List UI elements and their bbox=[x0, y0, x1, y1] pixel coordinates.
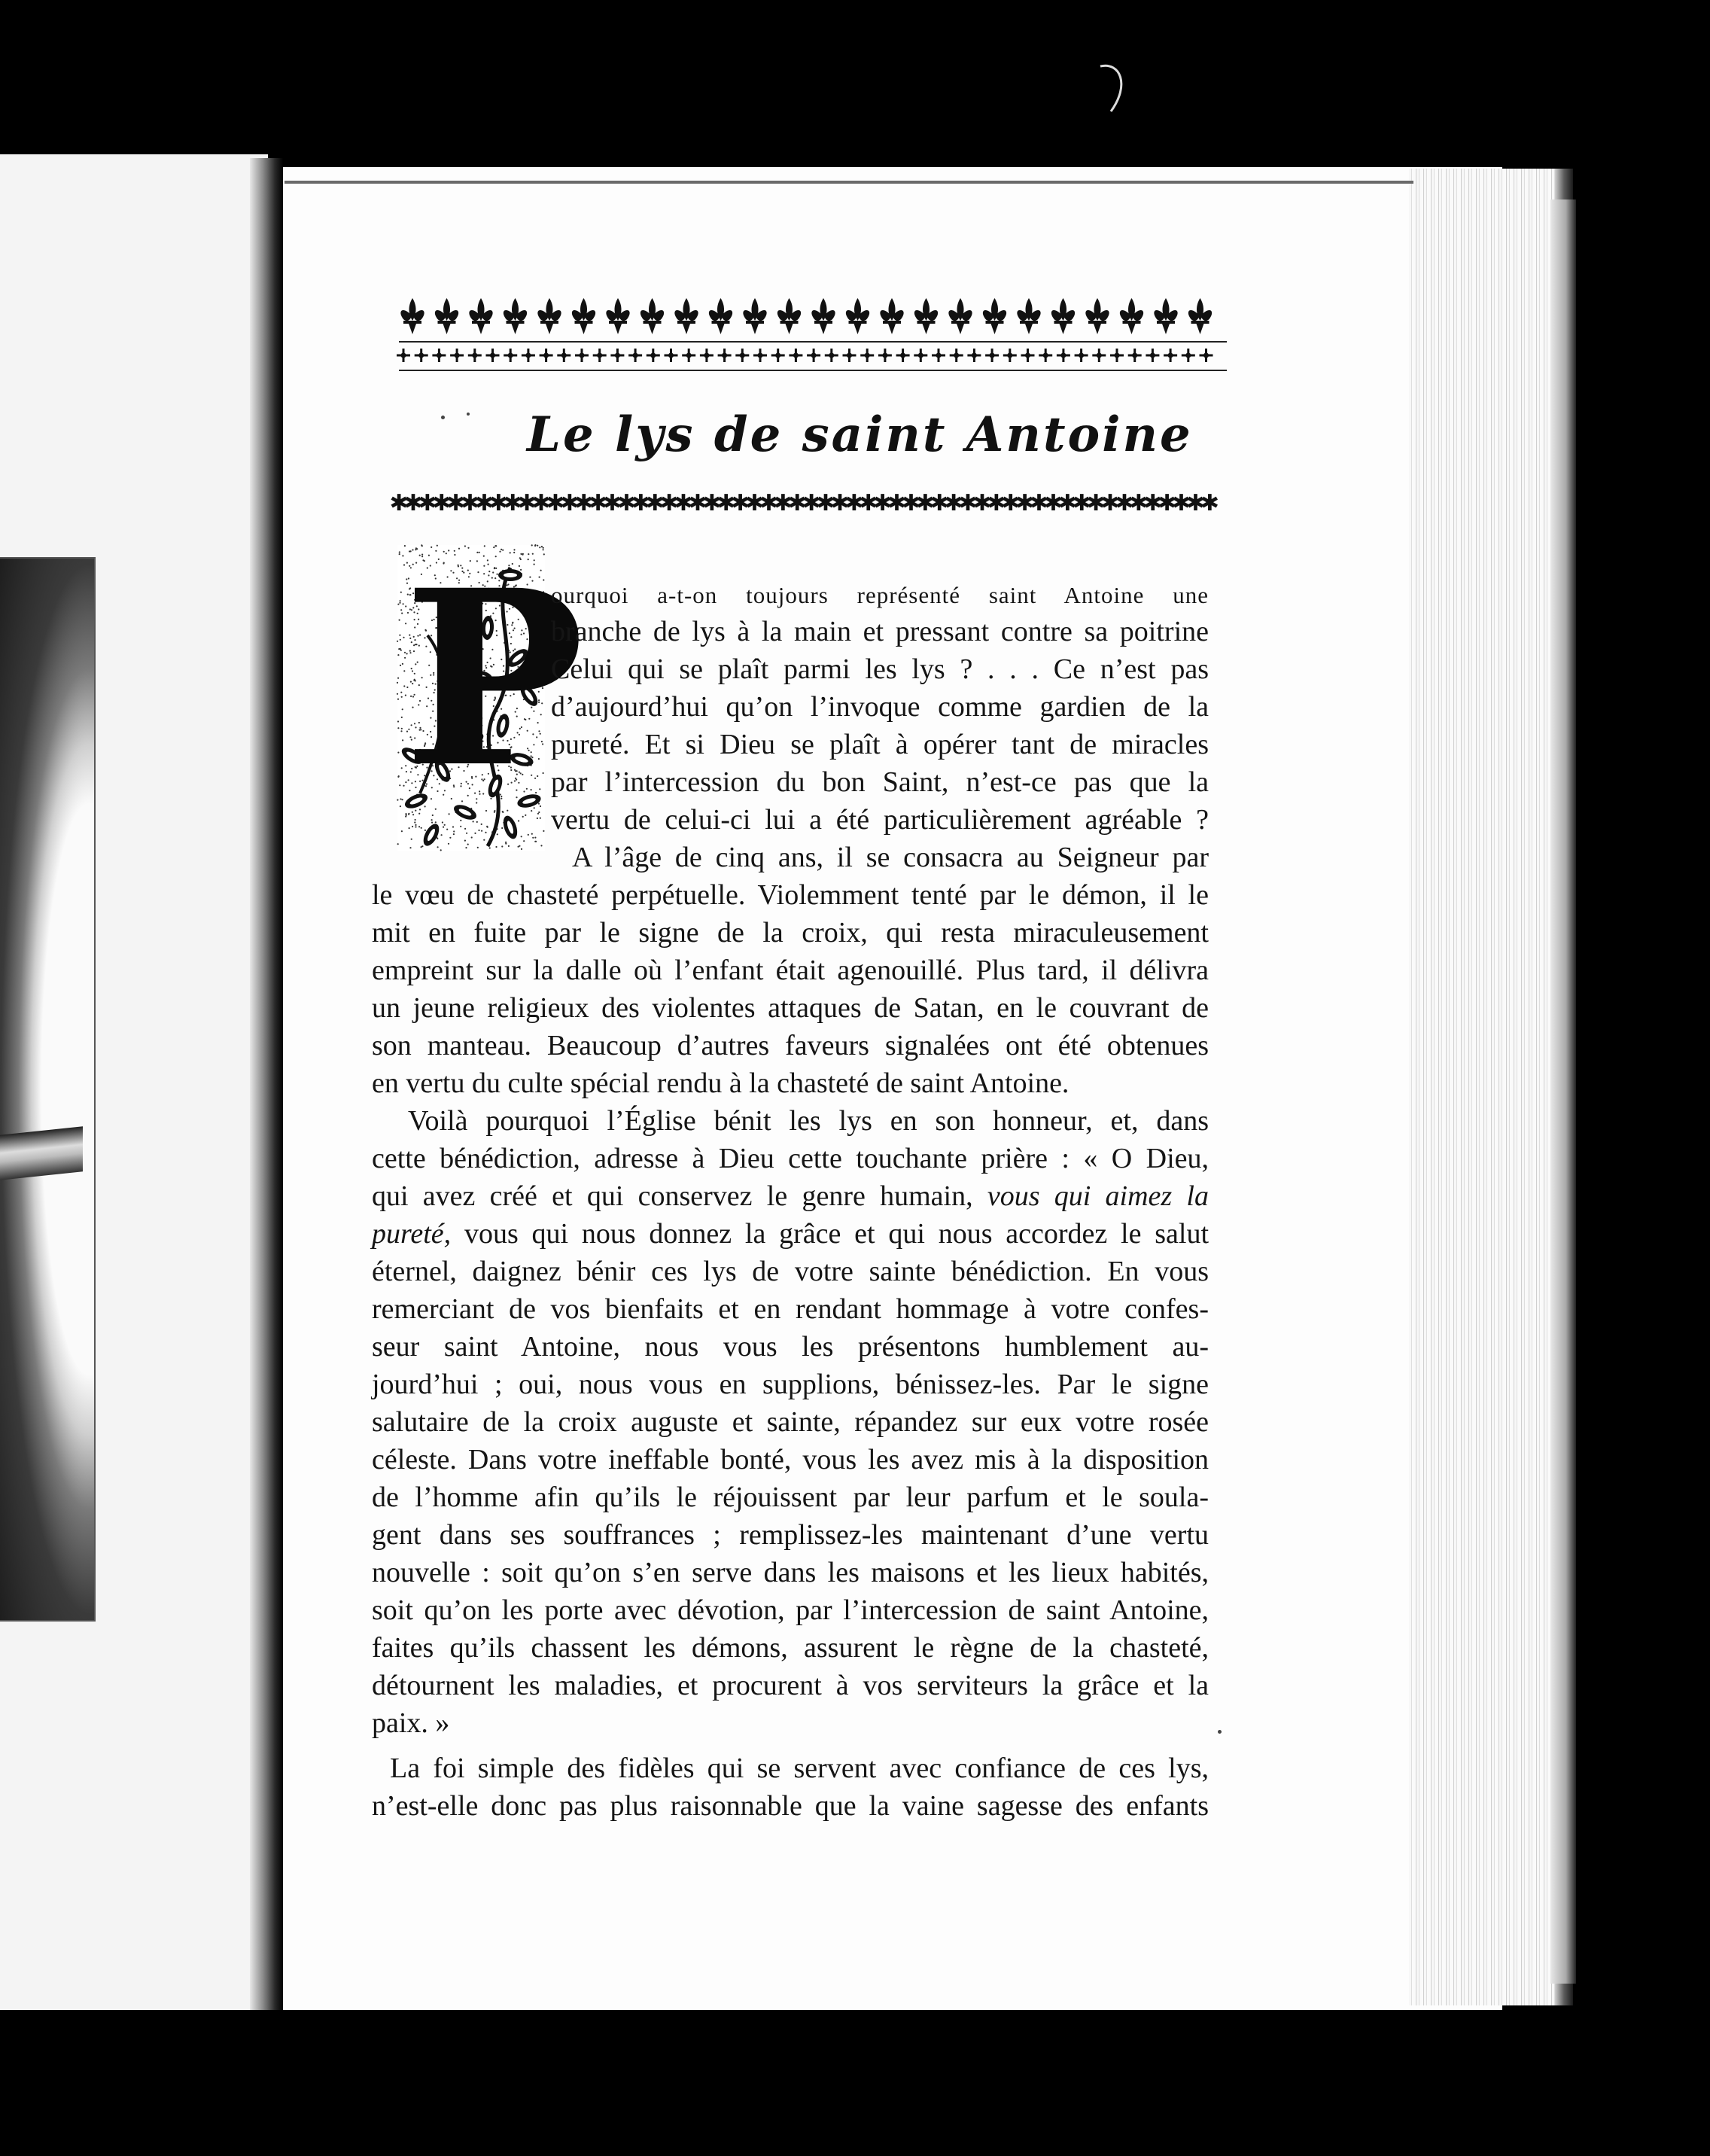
asterisk-ornament-rule bbox=[389, 486, 1228, 516]
text-segment: vous qui nous donnez la grâce et qui nous accordez le salut bbox=[464, 1218, 1209, 1250]
asterisk-icon: ✱ bbox=[659, 490, 679, 516]
cross-ornament-icon bbox=[753, 349, 767, 362]
text-line: le vœu de chasteté perpétuelle. Violemment tenté par le démon, il le bbox=[372, 879, 1209, 911]
asterisk-icon: ✱ bbox=[616, 490, 636, 516]
text-line: de l’homme afin qu’ils le réjouissent par leur parfum et le soula- bbox=[372, 1481, 1209, 1513]
fleur-de-lis-icon bbox=[640, 298, 664, 334]
text-line bbox=[372, 1177, 1209, 1215]
asterisk-icon: ✱ bbox=[773, 490, 793, 516]
asterisk-icon: ✱ bbox=[1100, 490, 1120, 516]
cross-ornament-icon bbox=[557, 349, 571, 362]
asterisk-icon: ✱ bbox=[560, 490, 580, 516]
cross-ornament-icon bbox=[1021, 349, 1035, 362]
fleur-de-lis-icon bbox=[537, 298, 561, 334]
text-line: en vertu du culte spécial rendu à la chasteté de saint Antoine. bbox=[372, 1067, 1070, 1099]
asterisk-icon: ✱ bbox=[987, 490, 1006, 516]
cross-ornament-icon bbox=[878, 349, 892, 362]
asterisk-icon: ✱ bbox=[460, 490, 480, 516]
asterisk-icon: ✱ bbox=[517, 490, 537, 516]
asterisk-icon: ✱ bbox=[531, 490, 551, 516]
cross-ornament-icon bbox=[1110, 349, 1124, 362]
asterisk-icon: ✱ bbox=[474, 490, 494, 516]
text-line: nouvelle : soit qu’on s’en serve dans les maisons et les lieux habités, bbox=[372, 1557, 1209, 1588]
fleur-de-lis-icon bbox=[914, 298, 938, 334]
text-line: seur saint Antoine, nous vous les présentons humblement au- bbox=[372, 1331, 1209, 1363]
page-edges bbox=[1409, 169, 1573, 2005]
cross-ornament-icon bbox=[700, 349, 714, 362]
asterisk-icon: ✱ bbox=[873, 490, 893, 516]
asterisk-icon: ✱ bbox=[688, 490, 707, 516]
asterisk-icon: ✱ bbox=[958, 490, 978, 516]
fleur-de-lis-icon bbox=[504, 298, 527, 334]
text-line: cette bénédiction, adresse à Dieu cette touchante prière : « O Dieu, bbox=[372, 1143, 1209, 1174]
asterisk-icon: ✱ bbox=[844, 490, 864, 516]
cross-ornament-icon bbox=[896, 349, 910, 362]
cross-ornament-icon bbox=[575, 349, 589, 362]
cross-ornament-icon bbox=[1164, 349, 1177, 362]
text-line: éternel, daignez bénir ces lys de votre sainte bénédiction. En vous bbox=[372, 1256, 1209, 1287]
cross-ornament-icon bbox=[450, 349, 464, 362]
fleur-de-lis-icon bbox=[846, 298, 869, 334]
text-line: branche de lys à la main et pressant contre sa poitrine bbox=[551, 616, 1209, 647]
cross-ornament-icon bbox=[914, 349, 927, 362]
asterisk-icon: ✱ bbox=[446, 490, 466, 516]
asterisk-icon: ✱ bbox=[432, 490, 452, 516]
asterisk-icon: ✱ bbox=[1200, 490, 1219, 516]
asterisk-icon: ✱ bbox=[574, 490, 594, 516]
cross-ornament-icon bbox=[1075, 349, 1088, 362]
text-line: La foi simple des fidèles qui se servent avec confiance de ces lys, bbox=[390, 1753, 1209, 1784]
text-line: son manteau. Beaucoup d’autres faveurs signalées ont été obtenues bbox=[372, 1030, 1209, 1061]
text-line bbox=[551, 575, 1209, 614]
print-speck bbox=[467, 413, 470, 416]
text-line: paix. » bbox=[372, 1707, 450, 1739]
text-line bbox=[372, 1215, 1209, 1253]
asterisk-icon: ✱ bbox=[589, 490, 608, 516]
left-page-photograph bbox=[0, 557, 96, 1622]
asterisk-icon: ✱ bbox=[901, 490, 920, 516]
text-line: Celui qui se plaît parmi les lys ? . . . Ce n’est pas bbox=[551, 653, 1209, 685]
fleur-de-lis-icon bbox=[777, 298, 801, 334]
asterisk-icon: ✱ bbox=[1001, 490, 1021, 516]
asterisk-icon: ✱ bbox=[1029, 490, 1049, 516]
cross-ornament-icon bbox=[397, 349, 410, 362]
cross-ornament-icon bbox=[860, 349, 874, 362]
text-line: empreint sur la dalle où l’enfant était agenouillé. Plus tard, il délivra bbox=[372, 955, 1209, 986]
cross-ornament-icon bbox=[593, 349, 607, 362]
asterisk-icon: ✱ bbox=[731, 490, 750, 516]
dropcap-letter: P bbox=[403, 538, 585, 821]
fleur-de-lis-icon bbox=[983, 298, 1006, 334]
asterisk-icon: ✱ bbox=[717, 490, 736, 516]
cross-ornament-icon bbox=[540, 349, 553, 362]
asterisk-icon: ✱ bbox=[972, 490, 992, 516]
asterisk-icon: ✱ bbox=[488, 490, 508, 516]
cross-ornament-icon bbox=[665, 349, 678, 362]
print-speck bbox=[441, 416, 445, 419]
book-gutter bbox=[250, 158, 283, 2010]
book-cover-edge bbox=[1550, 199, 1576, 1984]
asterisk-icon: ✱ bbox=[787, 490, 807, 516]
text-line: un jeune religieux des violentes attaques de Satan, en le couvrant de bbox=[372, 992, 1209, 1024]
cross-ornament-icon bbox=[967, 349, 981, 362]
text-line: salutaire de la croix auguste et sainte, répandez sur eux votre rosée bbox=[372, 1406, 1209, 1438]
cross-ornament-icon bbox=[486, 349, 500, 362]
cross-ornament-icon bbox=[1200, 349, 1213, 362]
text-line: détournent les maladies, et procurent à vos serviteurs la grâce et la bbox=[372, 1670, 1209, 1701]
italic-quote: pureté, bbox=[372, 1218, 452, 1250]
fleur-de-lis-icon bbox=[572, 298, 595, 334]
cross-ornament-icon bbox=[1003, 349, 1017, 362]
fleur-de-lis-icon bbox=[709, 298, 732, 334]
asterisk-icon: ✱ bbox=[1015, 490, 1035, 516]
asterisk-icon: ✱ bbox=[802, 490, 821, 516]
opening-words: ourquoi a-t-on toujours représenté saint Antoine une bbox=[551, 582, 1209, 608]
text-line: gent dans ses souffrances ; remplissez-les maintenant d’une vertu bbox=[372, 1519, 1209, 1551]
cross-ornament-icon bbox=[682, 349, 695, 362]
text-line: pureté. Et si Dieu se plaît à opérer tant de miracles bbox=[551, 729, 1209, 760]
cross-ornament-icon bbox=[432, 349, 446, 362]
asterisk-icon: ✱ bbox=[744, 490, 765, 516]
italic-quote: vous qui aimez la bbox=[987, 1180, 1209, 1212]
asterisk-icon: ✱ bbox=[887, 490, 907, 516]
text-line: faites qu’ils chassent les démons, assurent le règne de la chasteté, bbox=[372, 1632, 1209, 1664]
asterisk-icon: ✱ bbox=[1185, 490, 1205, 516]
fleur-de-lis-icon bbox=[880, 298, 903, 334]
cross-ornament-icon bbox=[843, 349, 857, 362]
text-line: remerciant de vos bienfaits et en rendant hommage à votre confes- bbox=[372, 1293, 1209, 1325]
text-line: jourd’hui ; oui, nous vous en supplions, bénissez-les. Par le signe bbox=[372, 1369, 1209, 1400]
fleur-de-lis-icon bbox=[435, 298, 458, 334]
cross-ornament-icon bbox=[807, 349, 820, 362]
cross-ornament-icon bbox=[950, 349, 963, 362]
cross-ornament-icon bbox=[1182, 349, 1195, 362]
asterisk-icon: ✱ bbox=[403, 490, 423, 516]
cross-ornament-icon bbox=[771, 349, 785, 362]
asterisk-icon: ✱ bbox=[1115, 490, 1134, 516]
page-top-rule bbox=[284, 181, 1413, 184]
asterisk-icon: ✱ bbox=[674, 490, 693, 516]
asterisk-icon: ✱ bbox=[418, 490, 437, 516]
asterisk-icon: ✱ bbox=[546, 490, 565, 516]
fleur-de-lis-icon bbox=[948, 298, 972, 334]
asterisk-icon: ✱ bbox=[702, 490, 722, 516]
fleur-de-lis-ornament-band bbox=[399, 292, 1227, 375]
text-line: d’aujourd’hui qu’on l’invoque comme gardien de la bbox=[551, 691, 1209, 723]
fleur-de-lis-icon bbox=[1085, 298, 1109, 334]
fleur-de-lis-icon bbox=[811, 298, 835, 334]
fleur-de-lis-icon bbox=[1017, 298, 1040, 334]
asterisk-icon: ✱ bbox=[816, 490, 835, 516]
stray-mark bbox=[1097, 62, 1133, 116]
cross-ornament-icon bbox=[628, 349, 642, 362]
asterisk-icon: ✱ bbox=[1057, 490, 1077, 516]
text-line: n’est-elle donc pas plus raisonnable que la vaine sagesse des enfants bbox=[372, 1790, 1209, 1822]
cross-ornament-icon bbox=[825, 349, 838, 362]
asterisk-icon: ✱ bbox=[1171, 490, 1191, 516]
cross-ornament-icon bbox=[985, 349, 999, 362]
cross-ornament-icon bbox=[1039, 349, 1052, 362]
asterisk-icon: ✱ bbox=[915, 490, 935, 516]
text-segment: qui avez créé et qui conservez le genre humain, bbox=[372, 1180, 973, 1212]
text-line: céleste. Dans votre ineffable bonté, vous les avez mis à la disposition bbox=[372, 1444, 1209, 1475]
asterisk-icon: ✱ bbox=[503, 490, 522, 516]
fleur-de-lis-icon bbox=[1188, 298, 1212, 334]
text-line: vertu de celui-ci lui a été particulièrement agréable ? bbox=[551, 804, 1209, 836]
cross-ornament-icon bbox=[647, 349, 660, 362]
asterisk-icon: ✱ bbox=[1143, 490, 1163, 516]
text-line: mit en fuite par le signe de la croix, qui resta miraculeusement bbox=[372, 917, 1209, 949]
asterisk-icon: ✱ bbox=[759, 490, 778, 516]
asterisk-icon: ✱ bbox=[859, 490, 878, 516]
asterisk-icon: ✱ bbox=[830, 490, 850, 516]
asterisk-icon: ✱ bbox=[389, 490, 409, 516]
asterisk-icon: ✱ bbox=[1043, 490, 1063, 516]
fleur-de-lis-icon bbox=[674, 298, 698, 334]
fleur-de-lis-icon bbox=[743, 298, 766, 334]
cross-ornament-icon bbox=[735, 349, 749, 362]
fleur-de-lis-icon bbox=[400, 298, 424, 334]
fleur-de-lis-icon bbox=[1051, 298, 1075, 334]
fleur-de-lis-icon bbox=[1120, 298, 1143, 334]
cross-ornament-icon bbox=[718, 349, 732, 362]
cross-ornament-icon bbox=[610, 349, 624, 362]
cross-ornament-icon bbox=[504, 349, 517, 362]
asterisk-icon: ✱ bbox=[1072, 490, 1091, 516]
asterisk-icon: ✱ bbox=[1129, 490, 1149, 516]
text-line: soit qu’on les porte avec dévotion, par l’intercession de saint Antoine, bbox=[372, 1594, 1209, 1626]
cross-ornament-icon bbox=[415, 349, 428, 362]
asterisk-icon: ✱ bbox=[930, 490, 949, 516]
text-line: A l’âge de cinq ans, il se consacra au Seigneur par bbox=[572, 842, 1209, 873]
fleur-de-lis-icon bbox=[606, 298, 629, 334]
asterisk-icon: ✱ bbox=[645, 490, 665, 516]
cross-ornament-icon bbox=[522, 349, 535, 362]
cross-ornament-icon bbox=[789, 349, 802, 362]
illuminated-dropcap-P bbox=[397, 538, 585, 851]
fleur-de-lis-icon bbox=[469, 298, 492, 334]
asterisk-icon: ✱ bbox=[944, 490, 963, 516]
asterisk-icon: ✱ bbox=[1086, 490, 1106, 516]
fleur-de-lis-icon bbox=[1154, 298, 1177, 334]
text-line: par l’intercession du bon Saint, n’est-ce pas que la bbox=[551, 766, 1209, 798]
print-speck bbox=[1218, 1730, 1222, 1734]
cross-ornament-icon bbox=[1092, 349, 1106, 362]
cross-ornament-icon bbox=[932, 349, 945, 362]
asterisk-icon: ✱ bbox=[1158, 490, 1177, 516]
cross-ornament-icon bbox=[1146, 349, 1159, 362]
text-line: Voilà pourquoi l’Église bénit les lys en son honneur, et, dans bbox=[408, 1105, 1209, 1137]
asterisk-icon: ✱ bbox=[602, 490, 622, 516]
cross-ornament-icon bbox=[1128, 349, 1142, 362]
page-title: Le lys de saint Antoine bbox=[527, 407, 1193, 463]
cross-ornament-icon bbox=[468, 349, 482, 362]
asterisk-icon: ✱ bbox=[631, 490, 650, 516]
cross-ornament-icon bbox=[1057, 349, 1070, 362]
